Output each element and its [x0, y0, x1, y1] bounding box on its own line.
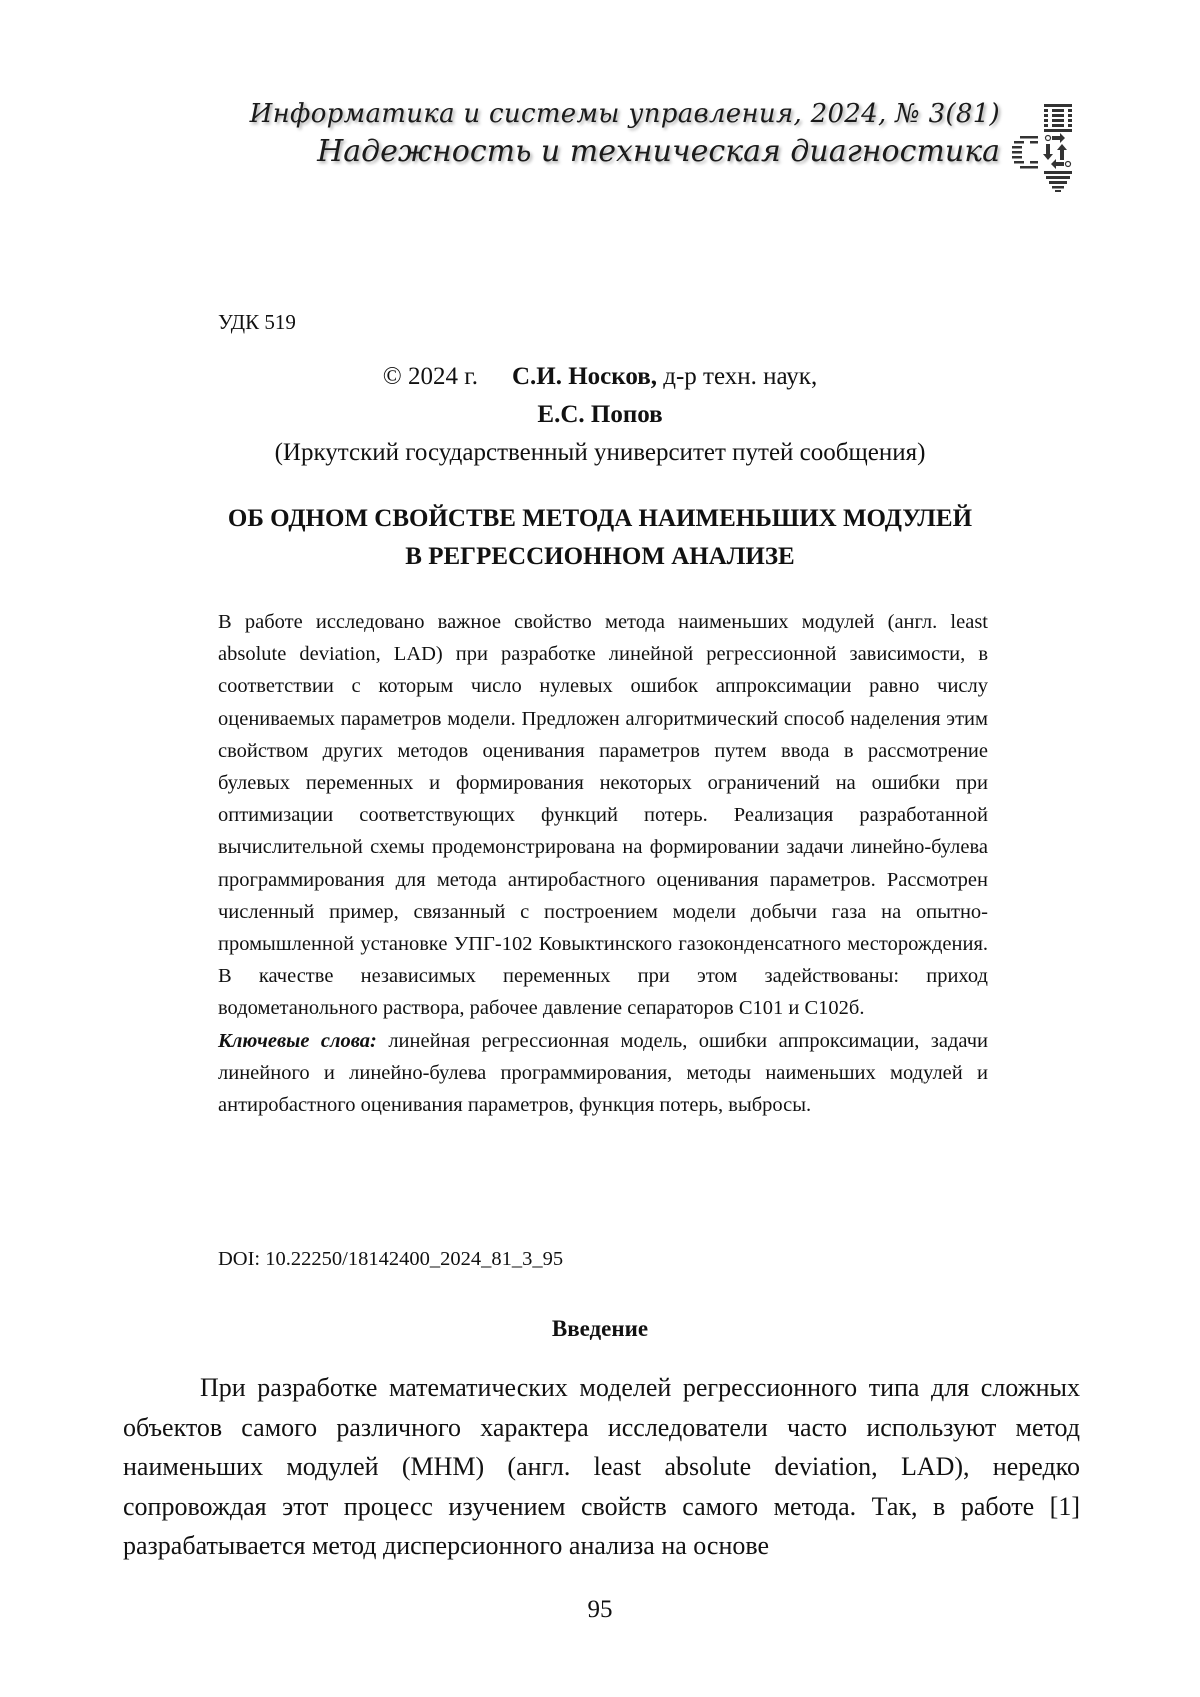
abstract-text: В работе исследовано важное свойство метода наименьших модулей (англ. least absolute deviation, LAD) при разработке линейной регрессионной зависимости, в соответствии с которым число нулевых ошибок аппроксимации равно числу оцениваемых параметров модели. Предложен алгоритмический способ наделения этим свойством других методов оценивания параметров путем ввода в рассмотрение булевых переменных и формирования некоторых ограничений на ошибки при оптимизации соответствующих функций потерь. Реализация разработанной вычислительной схемы продемонстрирована на формировании задачи линейно-булева программирования для метода антиробастного оценивания параметров. Рассмотрен численный пример, связанный с построением модели добычи газа на опытно-промышленной установке УПГ-102 Ковыктинского газоконденсатного месторождения. В качестве независимых переменных при этом задействованы: приход водометанольного раствора, рабочее давление сепараторов С101 и С102б.: [218, 611, 988, 1020]
copyright-year: © 2024 г.: [382, 363, 478, 390]
authors-line-1: [0, 358, 1200, 396]
author-2-name: Е.С. Попов: [537, 401, 663, 428]
udk-code: УДК 519: [218, 310, 296, 334]
section-heading-introduction: Введение: [551, 1316, 649, 1341]
author-1-degree: д-р техн. наук,: [656, 363, 818, 390]
logo-letter-i: [1044, 104, 1072, 132]
body-text: [123, 1368, 1080, 1566]
title-line-1: ОБ ОДНОМ СВОЙСТВЕ МЕТОДА НАИМЕНЬШИХ МОДУЛЕЙ: [227, 505, 973, 532]
affiliation: (Иркутский государственный университет путей сообщения): [274, 439, 926, 466]
journal-header: [180, 96, 1000, 172]
logo-arrows: [1043, 133, 1071, 169]
keywords: [218, 1025, 988, 1122]
journal-title: Информатика и системы управления, 2024, № 3(81): [249, 99, 1000, 129]
abstract: [218, 606, 988, 1121]
authors-line-2: [0, 396, 1200, 434]
author-1-name: С.И. Носков,: [511, 363, 657, 390]
logo-letter-u: [1044, 171, 1072, 192]
page-number: 95: [587, 1596, 613, 1623]
doi: DOI: 10.22250/18142400_2024_81_3_95: [218, 1248, 564, 1270]
keywords-text: линейная регрессионная модель, ошибки аппроксимации, задачи линейного и линейно-булева программирования, методы наименьших модулей и антиробастного оценивания параметров, функция потерь, выбросы.: [218, 1029, 988, 1117]
authors-block: [0, 358, 1200, 472]
journal-section: Надежность и техническая диагностика: [317, 134, 1000, 169]
body-paragraph: При разработке математических моделей регрессионного типа для сложных объектов самого различного характера исследователи часто используют метод наименьших модулей (МНМ) (англ. least absolute deviation, LAD), нередко сопровождая этот процесс изучением свойств самого метода. Так, в работе [1] разрабатывается метод дисперсионного анализа на основе: [123, 1373, 1080, 1560]
title-line-2: В РЕГРЕССИОННОМ АНАЛИЗЕ: [405, 543, 795, 570]
journal-logo-icon: [1010, 104, 1076, 192]
article-title: [0, 500, 1200, 576]
keywords-label: Ключевые слова:: [218, 1029, 377, 1052]
logo-letter-s: [1012, 136, 1038, 169]
